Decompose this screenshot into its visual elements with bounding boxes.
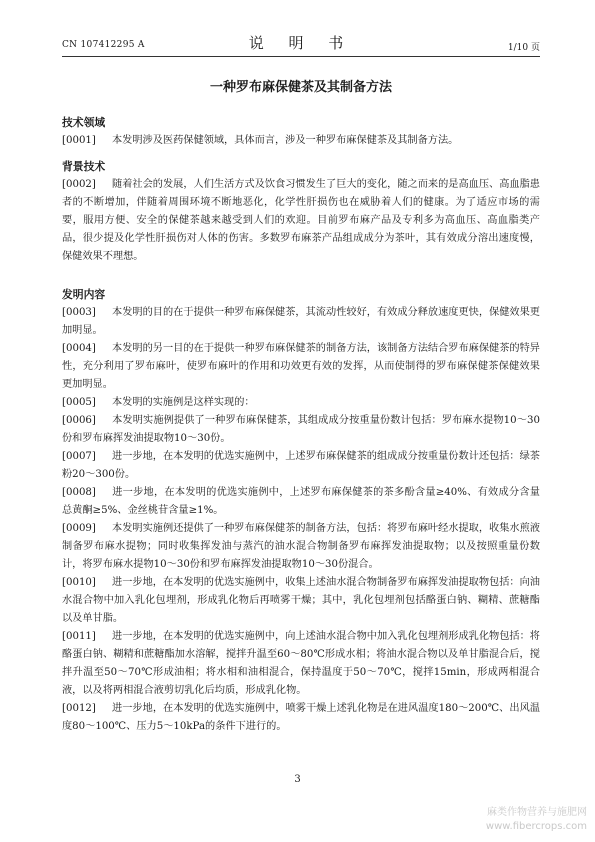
paragraph-number: [0008]	[62, 487, 96, 498]
paragraph	[62, 304, 540, 340]
paragraph-number: [0004]	[62, 343, 96, 354]
paragraph-number: [0006]	[62, 415, 96, 426]
paragraph-number: [0001]	[62, 135, 96, 146]
paragraph	[62, 340, 540, 394]
publication-number: CN 107412295 A	[62, 40, 145, 50]
paragraph-text: 本发明的实施例是这样实现的：	[112, 397, 255, 408]
invention-title: 一种罗布麻保健茶及其制备方法	[209, 80, 392, 95]
paragraph-text: 本发明实施例提供了一种罗布麻保健茶，其组成成分按重量份数计包括：罗布麻水提物10～30份和罗布麻挥发油提取物10～30份。	[62, 415, 540, 444]
paragraph	[62, 394, 540, 412]
paragraph	[62, 628, 540, 700]
paragraph	[62, 412, 540, 448]
section-heading-summary: 发明内容	[62, 288, 106, 301]
paragraph-text: 本发明实施例还提供了一种罗布麻保健茶的制备方法，包括：将罗布麻叶经水提取，收集水煎液制备罗布麻水提物；同时收集挥发油与蒸汽的油水混合物制备罗布麻挥发油提取物；以及按照重量份数计，将罗布麻水提物10～30份和罗布麻挥发油提取物10～30份混合。	[62, 523, 540, 570]
header-divider	[62, 56, 540, 57]
paragraph-text: 随着社会的发展，人们生活方式及饮食习惯发生了巨大的变化，随之而来的是高血压、高血脂患者的不断增加，伴随着周围环境不断地恶化，化学性肝损伤也在威胁着人们的健康。为了适应市场的需要，服用方便、安全的保健茶越来越受到人们的欢迎。目前罗布麻产品及专利多为高血压、高血脂类产品，很少提及化学性肝损伤对人体的伤害。多数罗布麻茶产品组成成分为茶叶，其有效成分溶出速度慢，保健效果不理想。	[62, 179, 540, 262]
paragraph-number: [0003]	[62, 307, 96, 318]
paragraph	[62, 176, 540, 266]
paragraph-text: 进一步地，在本发明的优选实施例中，向上述油水混合物中加入乳化包埋剂形成乳化物包括：将酪蛋白钠、糊精和蔗糖酯加水溶解，搅拌升温至60～80℃形成水相；将油水混合物以及单甘脂混合后，搅拌升温至50～70℃形成油相；将水相和油相混合，保持温度于50～70℃，搅拌15min，形成两相混合液，以及将两相混合液剪切乳化后均质，形成乳化物。	[62, 631, 540, 696]
paragraph-text: 进一步地，在本发明的优选实施例中，喷雾干燥上述乳化物是在进风温度180～200℃、出风温度80～100℃、压力5～10kPa的条件下进行的。	[62, 703, 540, 732]
document-type-title: 说 明 书	[248, 34, 354, 52]
paragraph-number: [0007]	[62, 451, 96, 462]
paragraph-text: 本发明的另一目的在于提供一种罗布麻保健茶的制备方法，该制备方法结合罗布麻保健茶的特异性，充分利用了罗布麻叶，使罗布麻叶的作用和功效更有效的发挥，从而使制得的罗布麻保健茶保健效果更加明显。	[62, 343, 540, 390]
document-body	[62, 108, 540, 736]
section-heading-tech-field: 技术领域	[62, 116, 106, 129]
page-counter: 1/10 页	[507, 43, 540, 53]
paragraph-number: [0011]	[62, 631, 96, 642]
paragraph-number: [0002]	[62, 179, 96, 190]
page-number: 3	[294, 774, 301, 785]
paragraph-text: 本发明的目的在于提供一种罗布麻保健茶，其流动性较好，有效成分释放速度更快，保健效果更加明显。	[62, 307, 540, 336]
paragraph	[62, 520, 540, 574]
paragraph-number: [0005]	[62, 397, 96, 408]
paragraph-text: 进一步地，在本发明的优选实施例中，收集上述油水混合物制备罗布麻挥发油提取物包括：向油水混合物中加入乳化包埋剂，形成乳化物后再喷雾干燥；其中，乳化包埋剂包括酪蛋白钠、糊精、蔗糖酯以及单甘脂。	[62, 577, 540, 624]
paragraph-text: 进一步地，在本发明的优选实施例中，上述罗布麻保健茶的茶多酚含量≥40%、有效成分含量总黄酮≥5%、金丝桃苷含量≥1%。	[62, 487, 540, 516]
site-watermark	[486, 806, 587, 834]
watermark-site-name: 麻类作物营养与施肥网	[487, 807, 587, 818]
paragraph	[62, 132, 540, 150]
paragraph-number: [0009]	[62, 523, 96, 534]
section-heading-background: 背景技术	[62, 160, 106, 173]
paragraph-text: 本发明涉及医药保健领域，具体而言，涉及一种罗布麻保健茶及其制备方法。	[112, 135, 459, 146]
paragraph	[62, 448, 540, 484]
paragraph	[62, 484, 540, 520]
paragraph-number: [0010]	[62, 577, 96, 588]
paragraph	[62, 700, 540, 736]
watermark-url: www.fibercrops.com	[485, 821, 587, 832]
paragraph-text: 进一步地，在本发明的优选实施例中，上述罗布麻保健茶的组成成分按重量份数计还包括：绿茶粉20～300份。	[62, 451, 540, 480]
paragraph-number: [0012]	[62, 703, 96, 714]
page-header	[62, 28, 540, 56]
paragraph	[62, 574, 540, 628]
